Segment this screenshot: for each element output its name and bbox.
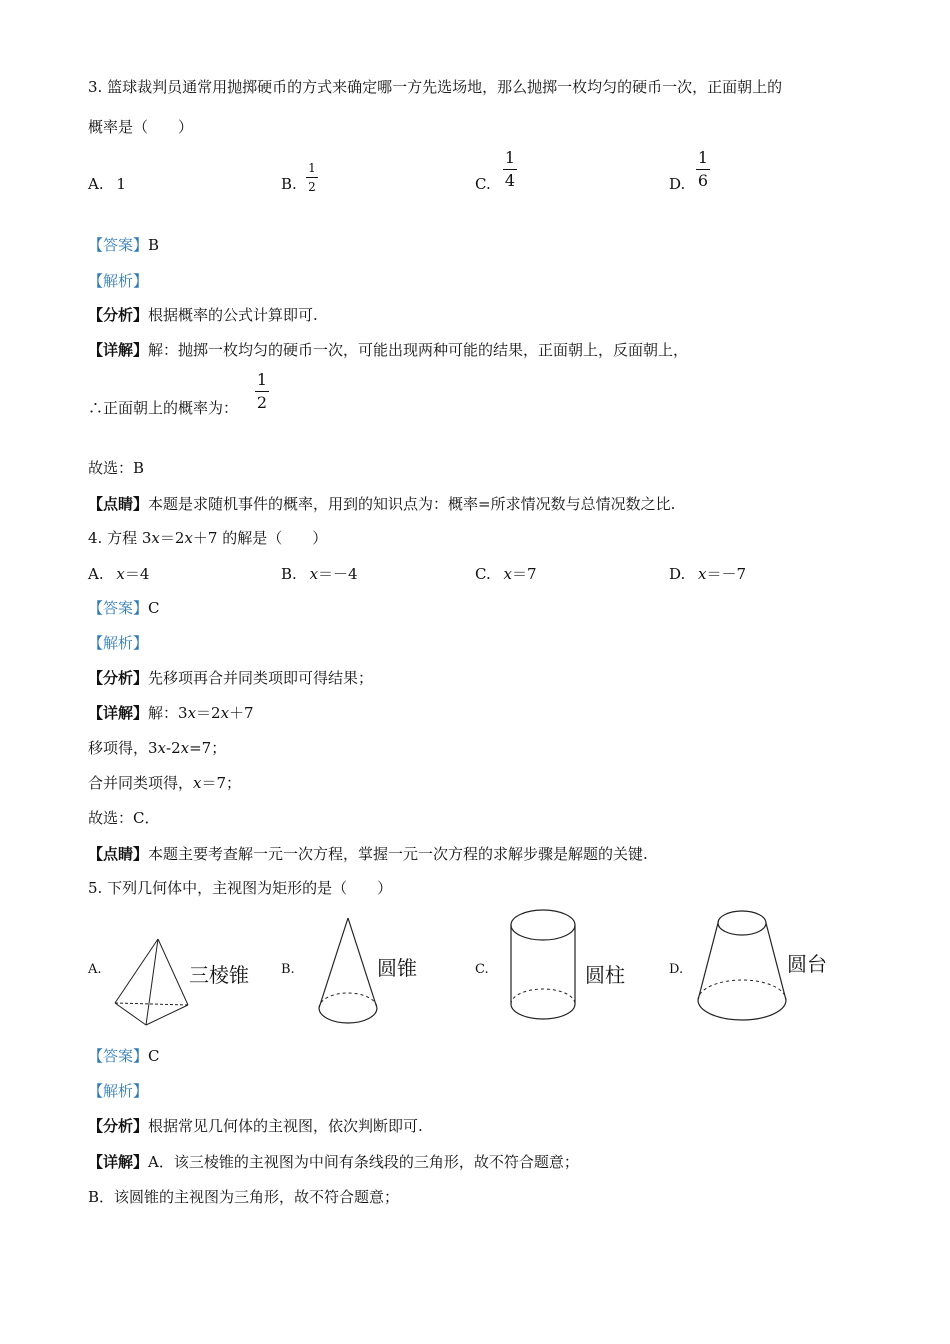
q4-option-a: [88, 563, 149, 584]
q5-option-b-letter: B.: [281, 962, 295, 977]
q5-fenxi: [88, 1115, 423, 1136]
q4-option-b-letter: B.: [281, 565, 297, 583]
q3-xiangjie: [88, 339, 688, 360]
q4-stem-var1: x: [151, 529, 160, 547]
q3-analysis-tag: 【解析】: [88, 272, 149, 290]
q5-answer: [88, 1045, 160, 1066]
q3-option-b-fraction: [306, 162, 318, 193]
q3-option-a: [88, 175, 126, 193]
q4-step1-prefix: 移项得，3: [88, 739, 158, 757]
q4-xiangjie: [88, 702, 254, 723]
q4-option-b: [281, 563, 358, 584]
q3-option-c-fraction: [503, 150, 517, 189]
q3-option-c-den: 4: [504, 171, 516, 190]
q4-stem-suffix: ＋7 的解是（ ）: [192, 529, 328, 547]
q5-option-a-label: 三棱锥: [189, 963, 249, 987]
q4-dianjing-text: 本题主要考查解一元一次方程，掌握一元一次方程的求解步骤是解题的关键.: [148, 845, 648, 863]
q4-step2: [88, 772, 241, 793]
q3-analysis-heading: [88, 270, 148, 291]
q4-stem-prefix: 4. 方程 3: [88, 529, 152, 547]
q4-step1-mid: -2: [166, 739, 181, 757]
q3-choose: 故选：B: [88, 459, 145, 477]
q3-xiangjie-text: 解：抛掷一枚均匀的硬币一次，可能出现两种可能的结果，正面朝上，反面朝上，: [148, 341, 689, 359]
q3-option-d-letter: D.: [669, 175, 686, 193]
q4-option-b-rest: ＝－4: [318, 565, 358, 583]
q4-step2-var: x: [193, 774, 202, 792]
q4-dianjing-tag: 【点睛】: [88, 845, 149, 863]
q3-dianjing-tag: 【点睛】: [88, 495, 149, 513]
q5-fenxi-text: 根据常见几何体的主视图，依次判断即可.: [148, 1117, 423, 1135]
q4-option-a-var: x: [116, 565, 125, 583]
q4-fenxi: [88, 667, 373, 688]
q3-option-d-den: 6: [697, 171, 709, 190]
frustum-figure: [695, 907, 789, 1027]
q3-fenxi: [88, 304, 318, 325]
q3-fenxi-text: 根据概率的公式计算即可.: [148, 306, 318, 324]
q5-xiangjie-text: A．该三棱锥的主视图为中间有条线段的三角形，故不符合题意；: [148, 1153, 579, 1171]
q3-xiangjie-tag: 【详解】: [88, 341, 149, 359]
q4-xiangjie-suffix: ＋7: [229, 704, 254, 722]
q4-xiangjie-var2: x: [220, 704, 230, 722]
q3-option-b-letter: B.: [281, 175, 297, 193]
q3-dianjing: [88, 493, 675, 514]
q5-option-d-letter: D.: [669, 962, 684, 977]
q4-option-c: [475, 563, 537, 584]
q4-answer-value: C: [148, 599, 160, 617]
q3-fenxi-tag: 【分析】: [88, 306, 149, 324]
q4-analysis-tag: 【解析】: [88, 634, 149, 652]
q3-therefore-fraction: [255, 372, 269, 411]
q4-option-c-var: x: [503, 565, 512, 583]
cone-figure: [316, 915, 380, 1027]
q5-analysis-heading: [88, 1080, 148, 1101]
q4-option-d-letter: D.: [669, 565, 686, 583]
q3-answer: [88, 234, 159, 255]
q4-step2-suffix: ＝7；: [201, 774, 242, 792]
q3-option-a-letter: A.: [88, 175, 104, 193]
cylinder-figure: [508, 907, 578, 1029]
q3-option-c-letter: C.: [475, 175, 491, 193]
q3-stem-line2: 概率是（ ）: [88, 118, 194, 136]
q5-option-b-label: 圆锥: [377, 956, 417, 980]
q4-stem-mid: ＝2: [159, 529, 185, 547]
q4-option-c-rest: ＝7: [511, 565, 537, 583]
triangular-pyramid-figure: [110, 935, 190, 1030]
q4-stem: [88, 527, 327, 548]
q4-fenxi-tag: 【分析】: [88, 669, 149, 687]
q5-answer-value: C: [148, 1047, 160, 1065]
q5-option-c-label: 圆柱: [585, 963, 625, 987]
q4-step1-var2: x: [180, 739, 190, 757]
q3-therefore-den: 2: [256, 393, 268, 412]
q5-stem: 5. 下列几何体中，主视图为矩形的是（ ）: [88, 879, 393, 897]
q3-option-a-value: 1: [116, 175, 126, 193]
q5-answer-tag: 【答案】: [88, 1047, 149, 1065]
q3-therefore-text: ∴正面朝上的概率为：: [88, 399, 239, 417]
q3-therefore-num: 1: [256, 370, 268, 389]
q3-answer-value: B: [148, 236, 160, 254]
q4-xiangjie-tag: 【详解】: [88, 704, 149, 722]
q4-option-c-letter: C.: [475, 565, 491, 583]
q5-fenxi-tag: 【分析】: [88, 1117, 149, 1135]
q3-option-d-num: 1: [697, 148, 709, 167]
q4-stem-var2: x: [184, 529, 193, 547]
q4-fenxi-text: 先移项再合并同类项即可得结果；: [148, 669, 374, 687]
q4-step1: [88, 737, 226, 758]
q5-xiangjie: [88, 1151, 579, 1172]
q4-answer-tag: 【答案】: [88, 599, 149, 617]
q4-analysis-heading: [88, 632, 148, 653]
q4-step1-var1: x: [157, 739, 167, 757]
q4-step2-prefix: 合并同类项得，: [88, 774, 194, 792]
q4-choose: 故选：C．: [88, 809, 160, 827]
q4-option-d: [669, 563, 746, 584]
q3-stem-line1: 3. 篮球裁判员通常用抛掷硬币的方式来确定哪一方先选场地，那么抛掷一枚均匀的硬币一次，正面朝上的: [88, 78, 783, 96]
q4-xiangjie-prefix: 解：3: [148, 704, 188, 722]
q3-option-d-fraction: [696, 150, 710, 189]
q4-dianjing: [88, 843, 648, 864]
q5-option-c-letter: C.: [475, 962, 489, 977]
q4-option-d-var: x: [698, 565, 707, 583]
q5-option-a-letter: A.: [88, 962, 102, 977]
q3-option-b-num: 1: [308, 161, 316, 175]
q4-answer: [88, 597, 160, 618]
q5-analysis-tag: 【解析】: [88, 1082, 149, 1100]
q4-xiangjie-mid: ＝2: [196, 704, 221, 722]
q4-xiangjie-var1: x: [187, 704, 197, 722]
q5-line-b: B．该圆锥的主视图为三角形，故不符合题意；: [88, 1188, 400, 1206]
q4-option-a-letter: A.: [88, 565, 104, 583]
q4-option-b-var: x: [309, 565, 319, 583]
q4-step1-suffix: =7；: [189, 739, 227, 757]
q3-option-b-den: 2: [308, 180, 316, 194]
q5-xiangjie-tag: 【详解】: [88, 1153, 149, 1171]
q5-option-d-label: 圆台: [787, 952, 827, 976]
q3-dianjing-text: 本题是求随机事件的概率，用到的知识点为：概率=所求情况数与总情况数之比.: [148, 495, 676, 513]
q3-answer-tag: 【答案】: [88, 236, 149, 254]
q3-option-c-num: 1: [504, 148, 516, 167]
q4-option-a-rest: ＝4: [124, 565, 150, 583]
q4-option-d-rest: ＝－7: [706, 565, 747, 583]
